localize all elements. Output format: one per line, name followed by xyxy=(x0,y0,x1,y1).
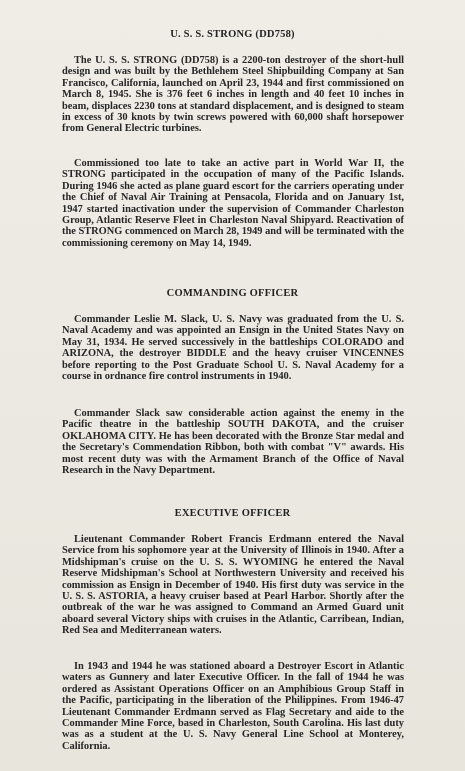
commanding-officer-action-paragraph: Commander Slack saw considerable action against the enemy in the Pacific theatre in the battleship SOUTH DAKOTA, and the cruiser OKLAHOMA CITY. He has been decorated with the Bronze Star medal and the Secretary's Commendation Ribbon, both with combat "V" awards. His most recent duty was with the Armament Branch of the Office of Naval Research in the Navy Department. xyxy=(62,408,404,477)
ship-history-paragraph: Commissioned too late to take an active part in World War II, the STRONG participated in the occupation of many of the Pacific Islands. During 1946 she acted as plane guard escort for the carriers operating under the Chief of Naval Air Training at Pensacola, Florida and on January 1st, 1947 started inactivation under the supervision of Commander Charleston Group, Atlantic Reserve Fleet in Charleston Naval Shipyard. Reactivation of the STRONG commenced on March 28, 1949 and will be terminated with the commissioning ceremony on May 14, 1949. xyxy=(62,158,404,249)
executive-officer-early-career-paragraph: Lieutenant Commander Robert Francis Erdmann entered the Naval Service from his sophomore year at the University of Illinois in 1940. After a Midshipman's cruise on the U. S. S. WYOMING he entered the Naval Reserve Midshipman's School at Northwestern University and received his commission as Ensign in December of 1940. His first duty was service in the U. S. S. ASTORIA, a heavy cruiser based at Pearl Harbor. Shortly after the outbreak of the war he was assigned to Command an Armed Guard unit aboard several Victory ships with cruises in the Atlantic, Carribean, Indian, Red Sea and Mediterranean waters. xyxy=(62,534,404,637)
commanding-officer-career-paragraph: Commander Leslie M. Slack, U. S. Navy was graduated from the U. S. Naval Academy and was appointed an Ensign in the United States Navy on May 31, 1934. He served successively in the battleships COLORADO and ARIZONA, the destroyer BIDDLE and the heavy cruiser VINCENNES before reporting to the Post Graduate School U. S. Naval Academy for a course in ordnance fire control instruments in 1940. xyxy=(62,314,404,383)
executive-officer-heading: EXECUTIVE OFFICER xyxy=(174,508,291,519)
ship-heading: U. S. S. STRONG (DD758) xyxy=(170,29,295,40)
commanding-officer-heading: COMMANDING OFFICER xyxy=(166,288,299,299)
ship-description-paragraph: The U. S. S. STRONG (DD758) is a 2200-ton destroyer of the short-hull design and was built by the Bethlehem Steel Shipbuilding Company at San Francisco, California, launched on April 23, 1944 and first commissioned on March 8, 1945. She is 376 feet 6 inches in length and 40 feet 10 inches in beam, displaces 2230 tons at standard displacement, and is designed to steam in excess of 30 knots by twin screws powered with 60,000 shaft horsepower from General Electric turbines. xyxy=(62,55,404,135)
executive-officer-later-career-paragraph: In 1943 and 1944 he was stationed aboard a Destroyer Escort in Atlantic waters as Gunnery and later Executive Officer. In the fall of 1944 he was ordered as Assistant Operations Officer on an Amphibious Group Staff in the Pacific, participating in the liberation of the Philippines. From 1946-47 Lieutenant Commander Erdmann served as Flag Secretary and aide to the Commander Mine Force, based in Charleston, South Carolina. His last duty was as a student at the U. S. Navy General Line School at Monterey, California. xyxy=(62,661,404,752)
